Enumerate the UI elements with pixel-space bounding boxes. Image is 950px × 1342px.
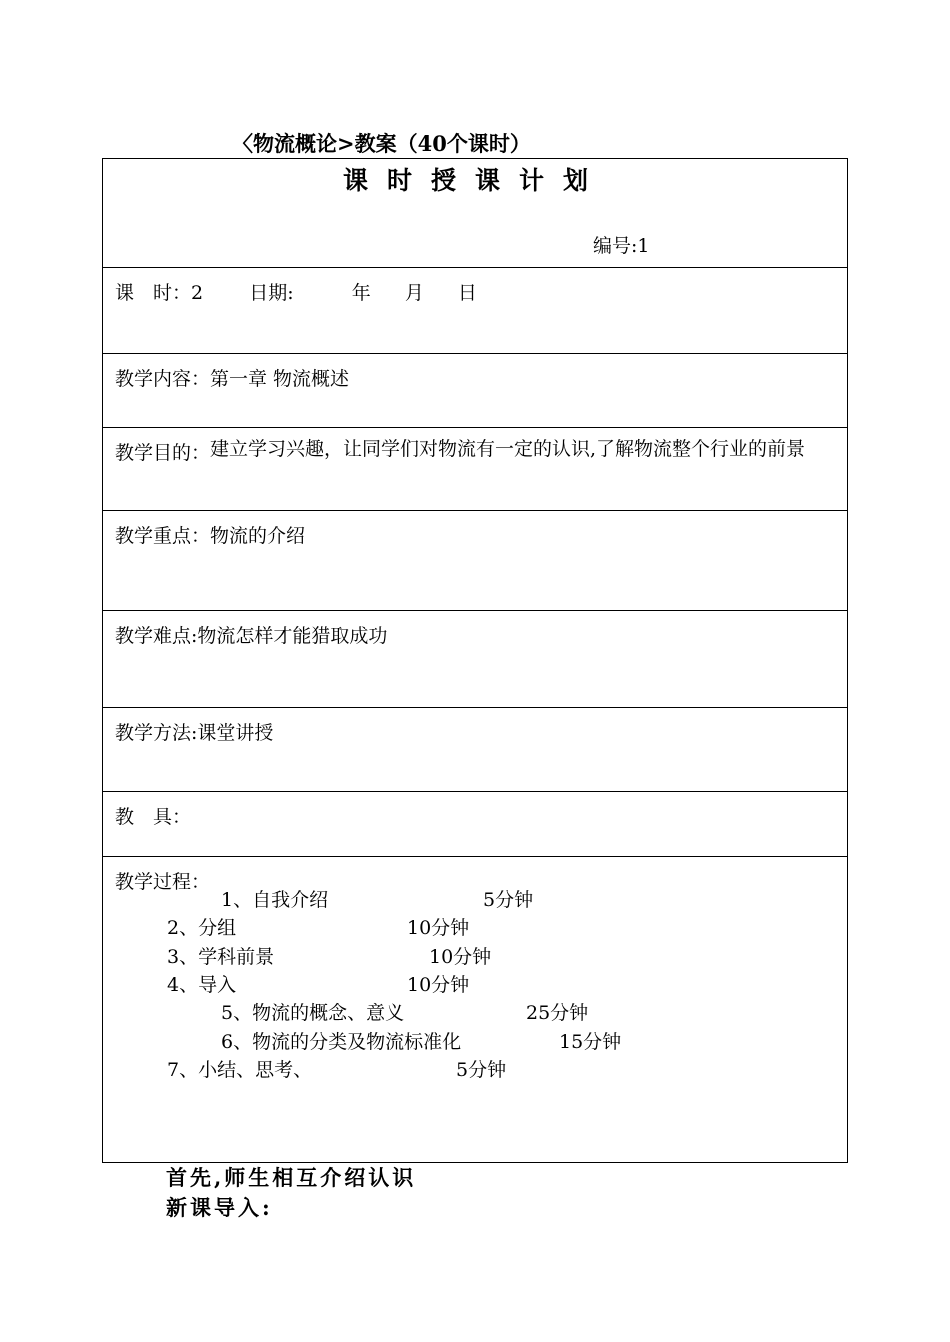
- step-duration: 10分钟: [407, 974, 470, 996]
- footer-new-lesson-line: 新课导入:: [166, 1195, 273, 1220]
- difficulty-value: 物流怎样才能猎取成功: [197, 625, 388, 647]
- class-hours-label: 课 时：: [115, 282, 192, 304]
- tools-row: [103, 791, 847, 856]
- key-label: 教学重点：: [115, 525, 211, 547]
- process-step: [167, 970, 470, 997]
- teaching-content-row: [103, 353, 847, 427]
- teaching-goal-row: [103, 427, 847, 510]
- step-duration: 10分钟: [407, 917, 470, 939]
- document-title: 〈物流概论>教案（40个课时）: [232, 131, 531, 156]
- step-text: 1、自我介绍: [221, 889, 329, 911]
- date-label: 日期:: [249, 282, 294, 304]
- step-text: 5、物流的概念、意义: [221, 1002, 405, 1024]
- process-step: [221, 1027, 622, 1054]
- class-hours-row: [103, 267, 847, 353]
- process-step: [221, 885, 534, 912]
- step-duration: 15分钟: [559, 1031, 622, 1053]
- content-label: 教学内容：: [115, 368, 211, 390]
- process-step: [167, 942, 492, 969]
- class-hours-value: 2: [191, 282, 204, 304]
- process-step: [221, 998, 589, 1025]
- goal-label: 教学目的：: [115, 442, 211, 464]
- method-label: 教学方法:: [115, 722, 198, 744]
- lesson-plan-table: [102, 158, 848, 1163]
- process-step: [167, 1055, 507, 1082]
- step-duration: 5分钟: [483, 889, 534, 911]
- tools-label: 教 具：: [115, 806, 192, 828]
- step-text: 3、学科前景: [167, 946, 275, 968]
- process-label: 教学过程：: [115, 871, 211, 893]
- difficulty-row: [103, 610, 847, 707]
- month-label: 月: [404, 282, 424, 304]
- table-header-row: [103, 159, 847, 267]
- difficulty-label: 教学难点:: [115, 625, 198, 647]
- footer-intro-line: 首先,师生相互介绍认识: [166, 1165, 417, 1190]
- key-value: 物流的介绍: [210, 525, 306, 547]
- process-step: [167, 913, 470, 940]
- process-row: [103, 856, 847, 1162]
- step-text: 2、分组: [167, 917, 237, 939]
- method-value: 课堂讲授: [197, 722, 274, 744]
- year-label: 年: [351, 282, 371, 304]
- step-duration: 5分钟: [456, 1059, 507, 1081]
- day-label: 日: [457, 282, 477, 304]
- step-text: 6、物流的分类及物流标准化: [221, 1031, 462, 1053]
- goal-value: 建立学习兴趣，让同学们对物流有一定的认识,了解物流整个行业的前景: [210, 438, 806, 460]
- step-duration: 10分钟: [429, 946, 492, 968]
- method-row: [103, 707, 847, 791]
- step-text: 7、小结、思考、: [167, 1059, 313, 1081]
- step-text: 4、导入: [167, 974, 237, 996]
- step-duration: 25分钟: [526, 1002, 589, 1024]
- table-heading: 课时授课计划: [342, 166, 607, 195]
- content-value: 第一章 物流概述: [210, 368, 350, 390]
- key-points-row: [103, 510, 847, 610]
- plan-number: 编号:1: [593, 235, 650, 257]
